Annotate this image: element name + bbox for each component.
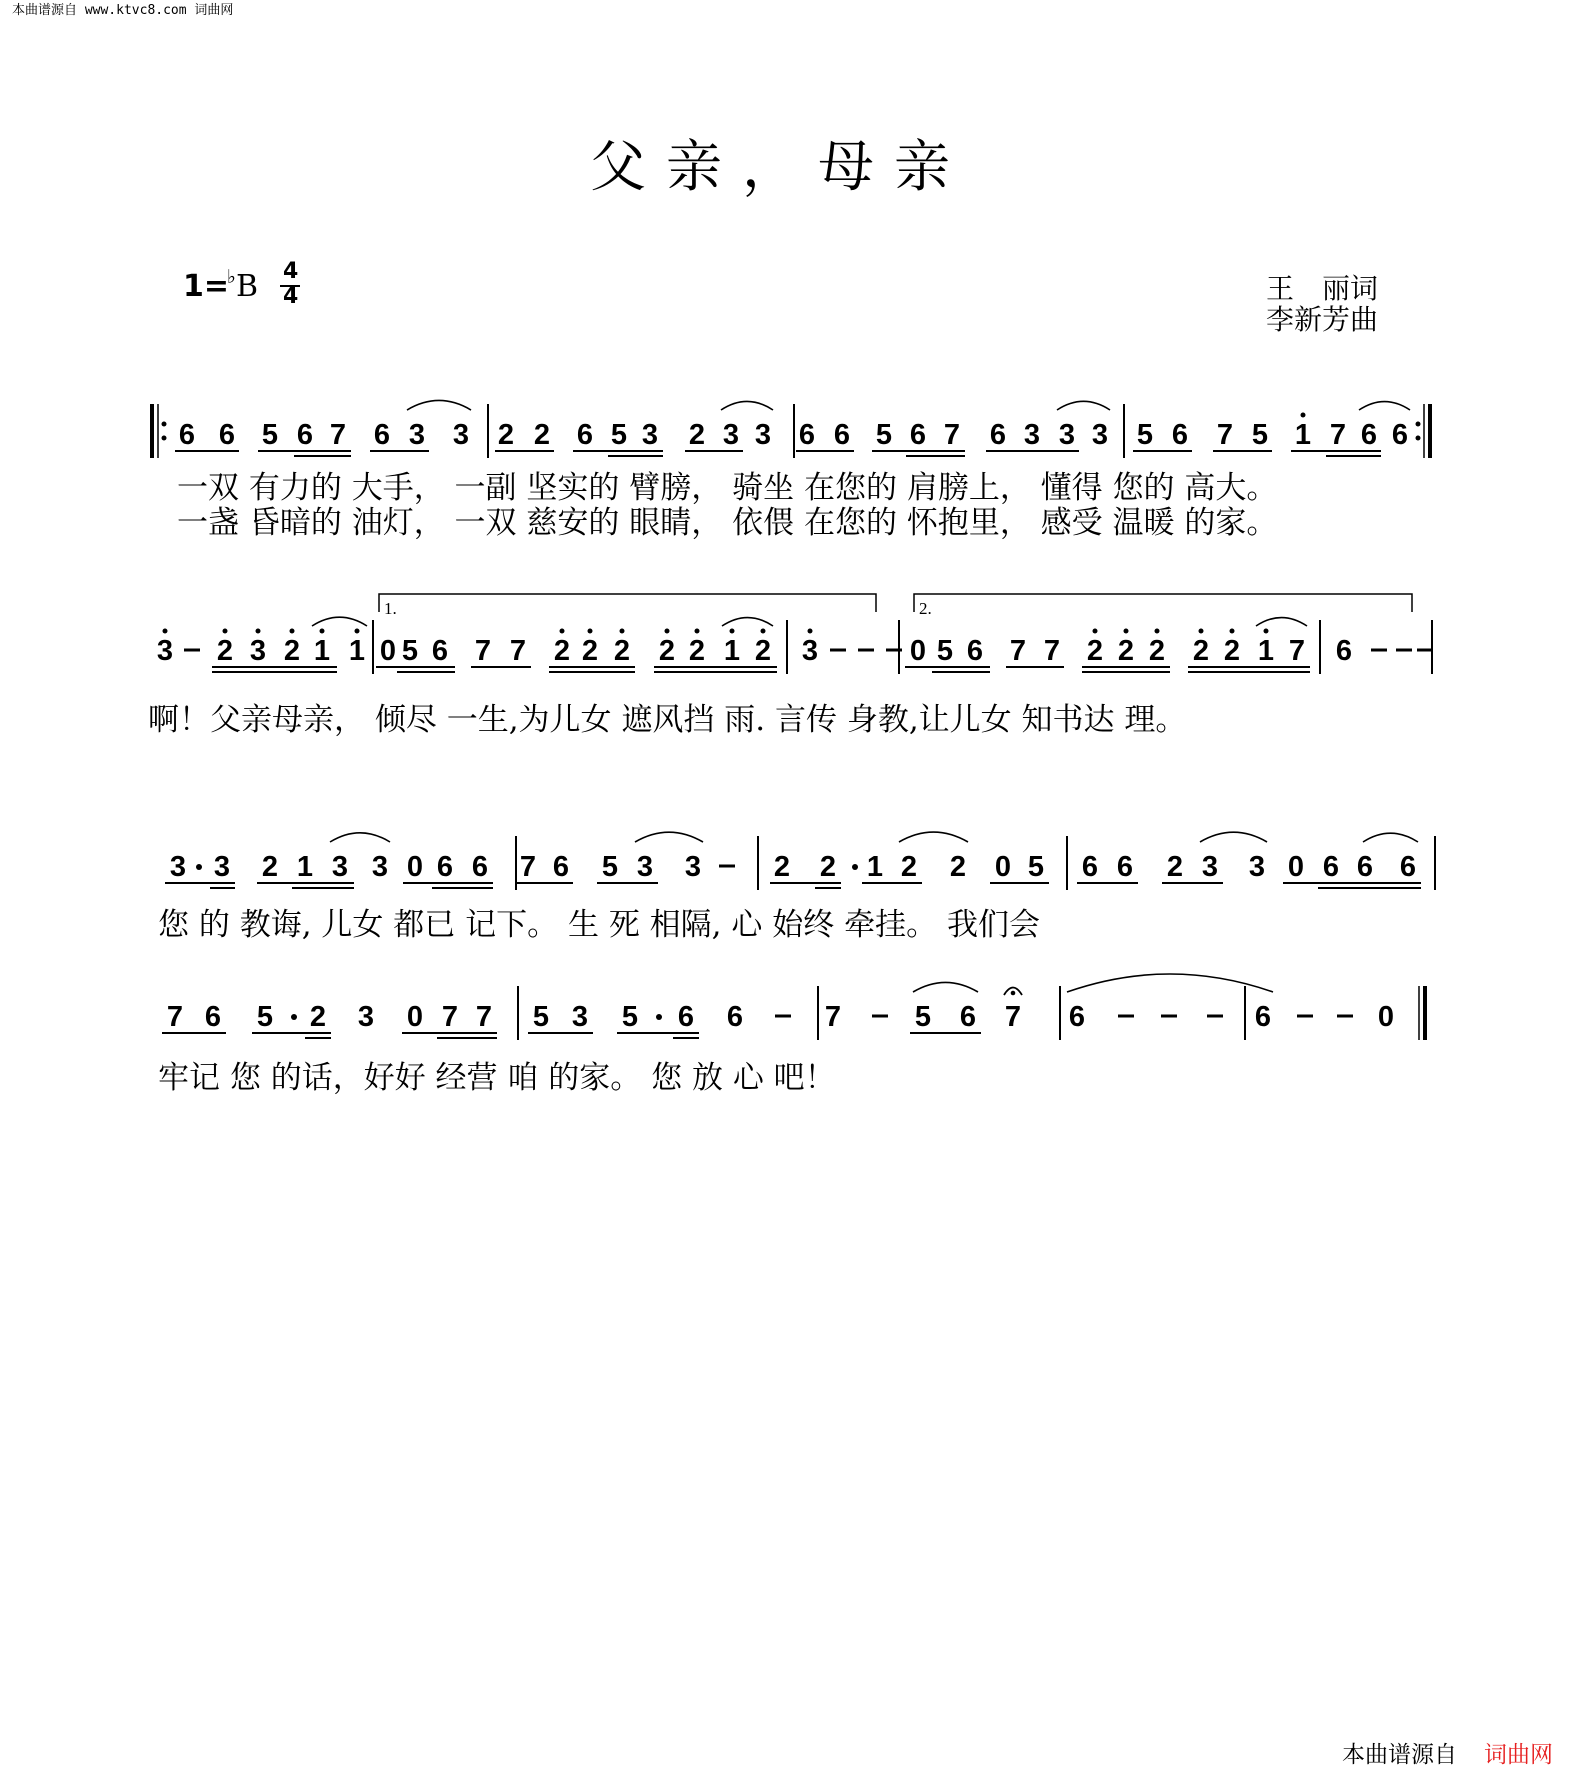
note-7: 7: [1004, 1001, 1022, 1033]
note-0: 0: [994, 851, 1012, 883]
note-6: 6: [966, 635, 984, 667]
lyrics-line: 啊！父亲母亲， 倾尽 一生,为儿女 遮风挡 雨. 言传 身教,让儿女 知书达 理。: [148, 702, 1187, 738]
note-3: 3: [641, 419, 659, 451]
note-7: 7: [509, 635, 527, 667]
slur: [1359, 402, 1410, 410]
note-6: 6: [471, 851, 489, 883]
slur: [721, 401, 773, 410]
note-5: 5: [532, 1001, 550, 1033]
slur: [722, 618, 773, 626]
composer-credit: 李新芳曲: [1266, 303, 1379, 336]
note-6: 6: [178, 419, 196, 451]
note-1: 1: [723, 635, 741, 667]
note-2: 2: [216, 635, 234, 667]
note-6: 6: [909, 419, 927, 451]
note-1: 1: [313, 635, 331, 667]
slur: [1057, 401, 1110, 410]
note-2: 2: [900, 851, 918, 883]
augmentation-dot: [196, 864, 202, 870]
note-3: 3: [1023, 419, 1041, 451]
note-6: 6: [1335, 635, 1353, 667]
note-2: 2: [261, 851, 279, 883]
high-octave-dot: [560, 629, 565, 634]
fermata-dot: [1011, 991, 1016, 996]
note-3: 3: [754, 419, 772, 451]
high-octave-dot: [1124, 629, 1129, 634]
note-2: 2: [754, 635, 772, 667]
note-5: 5: [936, 635, 954, 667]
slur: [899, 832, 968, 842]
high-octave-dot: [290, 629, 295, 634]
note-6: 6: [1254, 1001, 1272, 1033]
lyrics-line: 牢记 您 的话，好好 经营 咱 的家。 您 放 心 吧！: [158, 1060, 836, 1096]
note-3: 3: [1201, 851, 1219, 883]
note-6: 6: [373, 419, 391, 451]
note-5: 5: [601, 851, 619, 883]
note-3: 3: [331, 851, 349, 883]
lyrics-line: 您 的 教诲, 儿女 都已 记下。 生 死 相隔, 心 始终 牵挂。 我们会: [158, 907, 1040, 943]
high-octave-dot: [163, 629, 168, 634]
note-2: 2: [773, 851, 791, 883]
note-5: 5: [261, 419, 279, 451]
augmentation-dot: [291, 1014, 297, 1020]
note-0: 0: [1377, 1001, 1395, 1033]
volta-label: 1.: [384, 599, 397, 618]
high-octave-dot: [1155, 629, 1160, 634]
note-6: 6: [1399, 851, 1417, 883]
note-3: 3: [156, 635, 174, 667]
slur: [1363, 833, 1418, 842]
footer-label-black: 本曲谱源自: [1342, 1742, 1457, 1768]
slur: [913, 982, 978, 992]
note-6: 6: [436, 851, 454, 883]
note-5: 5: [914, 1001, 932, 1033]
note-6: 6: [576, 419, 594, 451]
high-octave-dot: [588, 629, 593, 634]
volta-label: 2.: [919, 599, 932, 618]
note-7: 7: [166, 1001, 184, 1033]
note-6: 6: [552, 851, 570, 883]
note-5: 5: [401, 635, 419, 667]
note-1: 1: [348, 635, 366, 667]
repeat-dot: [1416, 436, 1421, 441]
high-octave-dot: [223, 629, 228, 634]
note-7: 7: [1288, 635, 1306, 667]
repeat-dot: [162, 422, 167, 427]
note-3: 3: [249, 635, 267, 667]
note-6: 6: [218, 419, 236, 451]
high-octave-dot: [355, 629, 360, 634]
note-2: 2: [688, 635, 706, 667]
note-3: 3: [1058, 419, 1076, 451]
note-5: 5: [610, 419, 628, 451]
note-2: 2: [497, 419, 515, 451]
note-3: 3: [1091, 419, 1109, 451]
note-2: 2: [658, 635, 676, 667]
footer-label-red: 词曲网: [1484, 1742, 1553, 1768]
lyrics-line: 一盏 昏暗的 油灯， 一双 慈安的 眼睛， 依偎 在您的 怀抱里， 感受 温暖 的家。: [177, 505, 1278, 541]
note-2: 2: [688, 419, 706, 451]
note-7: 7: [1216, 419, 1234, 451]
note-3: 3: [357, 1001, 375, 1033]
note-6: 6: [1356, 851, 1374, 883]
note-3: 3: [1248, 851, 1266, 883]
slur: [1256, 618, 1307, 626]
note-6: 6: [1068, 1001, 1086, 1033]
note-5: 5: [1251, 419, 1269, 451]
high-octave-dot: [761, 629, 766, 634]
flat-sign: ♭: [227, 266, 236, 288]
note-5: 5: [1136, 419, 1154, 451]
note-0: 0: [379, 635, 397, 667]
note-2: 2: [309, 1001, 327, 1033]
slur: [635, 832, 703, 842]
note-6: 6: [677, 1001, 695, 1033]
header-source-note: 本曲谱源自 www.ktvc8.com 词曲网: [12, 3, 234, 18]
key-prefix: 1=: [183, 269, 230, 304]
note-6: 6: [1391, 419, 1409, 451]
high-octave-dot: [1264, 629, 1269, 634]
note-7: 7: [441, 1001, 459, 1033]
high-octave-dot: [256, 629, 261, 634]
note-6: 6: [1171, 419, 1189, 451]
note-3: 3: [452, 419, 470, 451]
note-7: 7: [329, 419, 347, 451]
note-6: 6: [833, 419, 851, 451]
note-6: 6: [1322, 851, 1340, 883]
note-6: 6: [296, 419, 314, 451]
note-2: 2: [553, 635, 571, 667]
time-signature-bottom: 4: [283, 284, 299, 309]
note-3: 3: [684, 851, 702, 883]
note-1: 1: [1257, 635, 1275, 667]
note-2: 2: [1166, 851, 1184, 883]
note-6: 6: [204, 1001, 222, 1033]
note-2: 2: [1117, 635, 1135, 667]
time-signature-top: 4: [283, 259, 299, 284]
high-octave-dot: [808, 629, 813, 634]
note-2: 2: [819, 851, 837, 883]
repeat-dot: [1416, 422, 1421, 427]
high-octave-dot: [730, 629, 735, 634]
note-2: 2: [1086, 635, 1104, 667]
note-6: 6: [1116, 851, 1134, 883]
lyrics-line: 一双 有力的 大手， 一副 坚实的 臂膀， 骑坐 在您的 肩膀上， 懂得 您的 高大。: [177, 470, 1278, 506]
note-7: 7: [475, 1001, 493, 1033]
high-octave-dot: [320, 629, 325, 634]
note-2: 2: [581, 635, 599, 667]
note-7: 7: [474, 635, 492, 667]
note-2: 2: [283, 635, 301, 667]
high-octave-dot: [1199, 629, 1204, 634]
note-7: 7: [943, 419, 961, 451]
high-octave-dot: [1301, 413, 1306, 418]
note-3: 3: [371, 851, 389, 883]
note-3: 3: [408, 419, 426, 451]
note-7: 7: [824, 1001, 842, 1033]
augmentation-dot: [852, 864, 858, 870]
note-3: 3: [801, 635, 819, 667]
lyricist-credit: 王 丽词: [1266, 272, 1379, 305]
high-octave-dot: [1230, 629, 1235, 634]
note-0: 0: [406, 851, 424, 883]
repeat-dot: [162, 436, 167, 441]
slur: [1067, 974, 1273, 992]
high-octave-dot: [1093, 629, 1098, 634]
high-octave-dot: [620, 629, 625, 634]
augmentation-dot: [656, 1014, 662, 1020]
note-6: 6: [431, 635, 449, 667]
note-0: 0: [909, 635, 927, 667]
note-2: 2: [1148, 635, 1166, 667]
note-2: 2: [1192, 635, 1210, 667]
note-5: 5: [621, 1001, 639, 1033]
note-5: 5: [875, 419, 893, 451]
note-5: 5: [1027, 851, 1045, 883]
slur: [1200, 832, 1267, 842]
note-3: 3: [213, 851, 231, 883]
note-1: 1: [296, 851, 314, 883]
note-6: 6: [798, 419, 816, 451]
note-0: 0: [406, 1001, 424, 1033]
note-6: 6: [959, 1001, 977, 1033]
note-6: 6: [1081, 851, 1099, 883]
volta-bracket: [379, 594, 876, 612]
volta-bracket: [914, 594, 1412, 612]
note-3: 3: [722, 419, 740, 451]
note-0: 0: [1287, 851, 1305, 883]
note-2: 2: [533, 419, 551, 451]
note-2: 2: [613, 635, 631, 667]
note-7: 7: [1329, 419, 1347, 451]
note-7: 7: [1009, 635, 1027, 667]
note-7: 7: [519, 851, 537, 883]
slur: [407, 400, 471, 410]
key-note: B: [236, 269, 259, 304]
note-7: 7: [1043, 635, 1061, 667]
note-6: 6: [1360, 419, 1378, 451]
note-1: 1: [866, 851, 884, 883]
high-octave-dot: [695, 629, 700, 634]
note-3: 3: [571, 1001, 589, 1033]
note-1: 1: [1294, 419, 1312, 451]
high-octave-dot: [665, 629, 670, 634]
note-2: 2: [1223, 635, 1241, 667]
note-2: 2: [949, 851, 967, 883]
slur: [330, 833, 390, 842]
note-3: 3: [169, 851, 187, 883]
note-6: 6: [989, 419, 1007, 451]
note-6: 6: [726, 1001, 744, 1033]
note-3: 3: [636, 851, 654, 883]
note-5: 5: [256, 1001, 274, 1033]
page-title: 父亲，母亲: [590, 135, 970, 200]
slur: [312, 617, 367, 626]
